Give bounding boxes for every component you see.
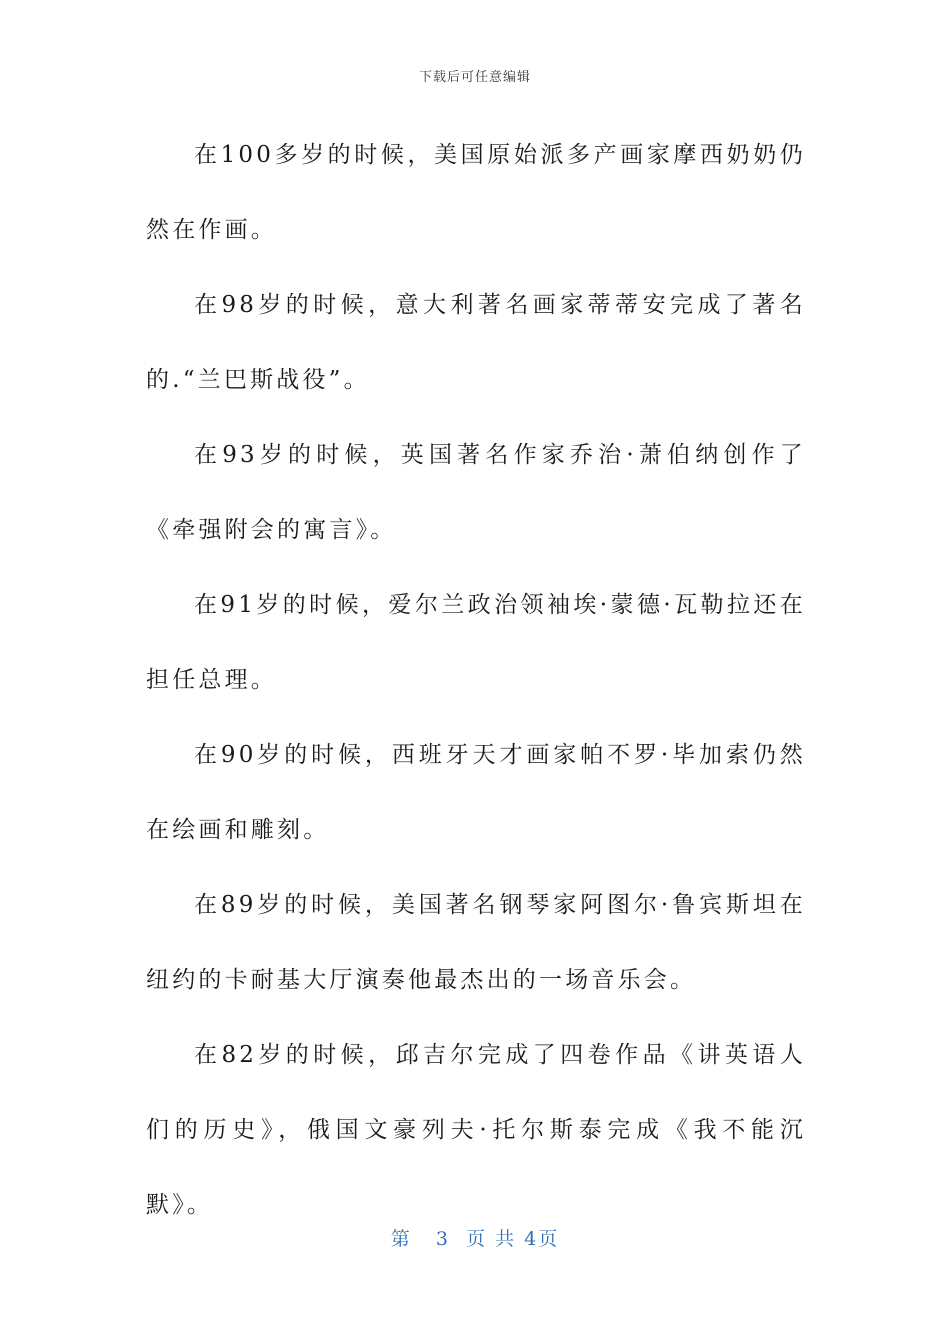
header-note: 下载后可任意编辑 [418,70,531,85]
paragraph-1: 在100多岁的时候，美国原始派多产画家摩西奶奶仍然在作画。 [146,142,806,243]
page-label-suffix: 页 [538,1228,560,1250]
page-label-prefix: 第 [390,1228,412,1250]
document-body [146,118,806,1243]
paragraph-3: 在93岁的时候，英国著名作家乔治·萧伯纳创作了《牵强附会的寓言》。 [146,442,806,543]
current-page-number: 3 [435,1228,450,1250]
page-label-mid: 页 共 [466,1228,517,1250]
page-number-footer [0,1224,950,1251]
paragraph-4: 在91岁的时候，爱尔兰政治领袖埃·蒙德·瓦勒拉还在担任总理。 [146,592,806,693]
paragraph-7: 在82岁的时候，邱吉尔完成了四卷作品《讲英语人们的历史》，俄国文豪列夫·托尔斯泰完成《我不能沉默》。 [146,1042,806,1218]
paragraph-2: 在98岁的时候，意大利著名画家蒂蒂安完成了著名的.“兰巴斯战役”。 [146,292,806,393]
paragraph-5: 在90岁的时候，西班牙天才画家帕不罗·毕加索仍然在绘画和雕刻。 [146,742,806,843]
total-pages-number: 4 [524,1228,539,1250]
paragraph-6: 在89岁的时候，美国著名钢琴家阿图尔·鲁宾斯坦在纽约的卡耐基大厅演奏他最杰出的一场音乐会。 [146,892,806,993]
